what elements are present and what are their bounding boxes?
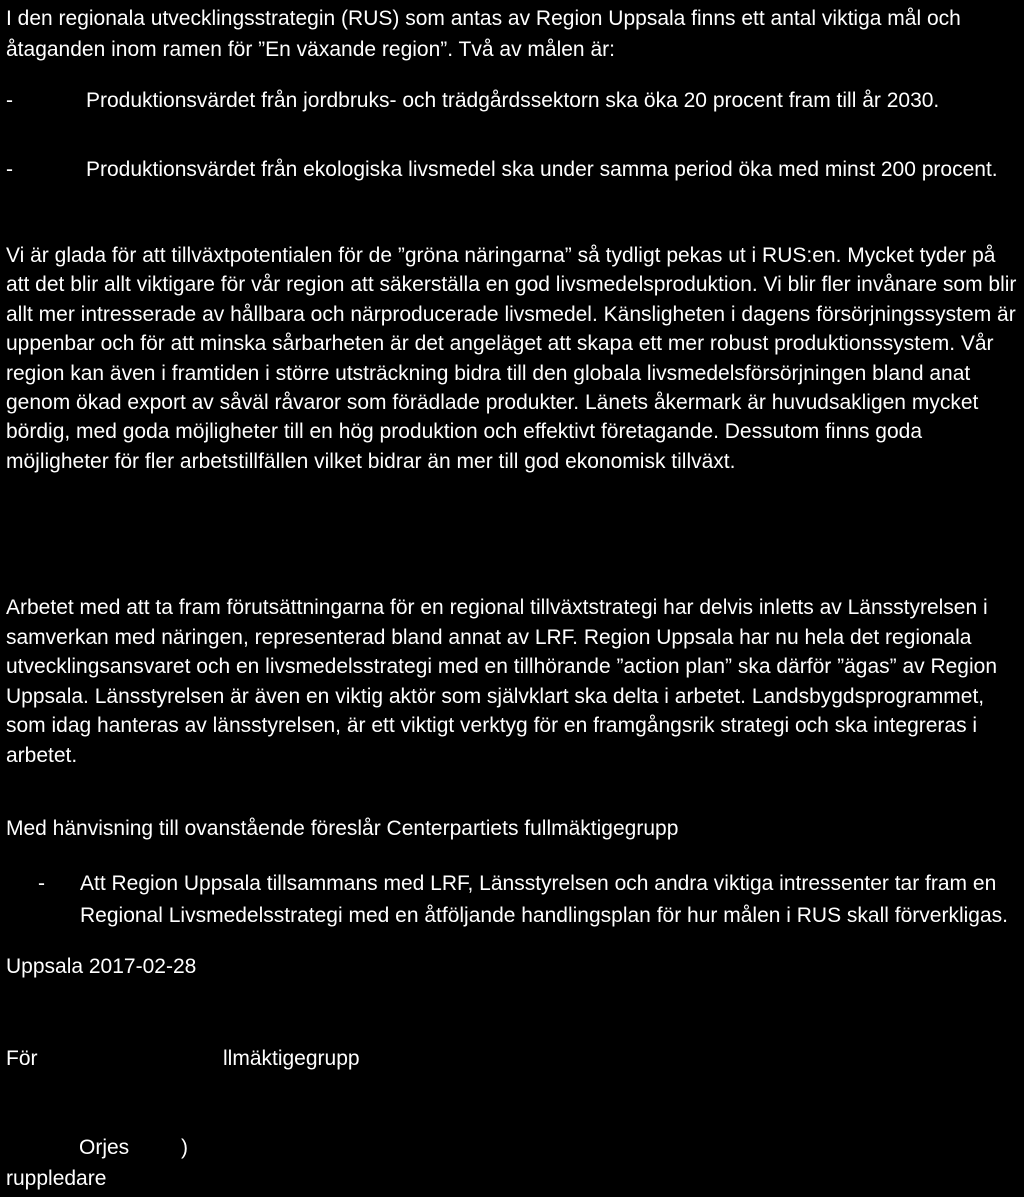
- place-date: Uppsala 2017-02-28: [6, 955, 197, 978]
- signature-line1-left: För: [6, 1047, 38, 1070]
- signature-line2-right: ): [181, 1136, 188, 1159]
- goal-dash: -: [6, 158, 13, 181]
- goal-dash: -: [6, 89, 13, 112]
- growth-paragraph: Vi är glada för att tillväxtpotentialen för de ”gröna näringarna” så tydligt pekas ut i RUS:en. Mycket tyder på att det blir allt viktigare för vår region att säkerställa en god livsmedelsproduktion. Vi blir fler invånare som blir allt mer intresserade av hållbara och närproducerade livsmedel. Känsligheten i dagens försörjningssystem är uppenbar och för att minska sårbarheten är det angeläget att skapa ett mer robust produktionssystem. Vår region kan även i framtiden i större utsträckning bidra till den globala livsmedelsförsörjningen bland anat genom ökad export av såväl råvaror som förädlade produkter. Länets åkermark är huvudsakligen mycket bördig, med goda möjligheter till en hög produktion och effektivt företagande. Dessutom finns goda möjligheter för fler arbetstillfällen vilket bidrar än mer till god ekonomisk tillväxt.: [6, 244, 1017, 473]
- intro-paragraph: I den regionala utvecklingsstrategin (RUS) som antas av Region Uppsala finns ett antal viktiga mål och åtaganden inom ramen för ”En växande region”. Två av målen är:: [6, 7, 961, 61]
- goal-text: Produktionsvärdet från ekologiska livsmedel ska under samma period öka med minst 200 procent.: [86, 158, 998, 181]
- proposal-dash: -: [38, 872, 45, 895]
- work-paragraph: Arbetet med att ta fram förutsättningarna för en regional tillväxtstrategi har delvis inletts av Länsstyrelsen i samverkan med näringen, representerad bland annat av LRF. Region Uppsala har nu hela det regionala utvecklingsansvaret och en livsmedelsstrategi med en tillhörande ”action plan” ska därför ”ägas” av Region Uppsala. Länsstyrelsen är även en viktig aktör som självklart ska delta i arbetet. Landsbygdsprogrammet, som idag hanteras av länsstyrelsen, är ett viktigt verktyg för en framgångsrik strategi och ska integreras i arbetet.: [6, 596, 998, 767]
- signature-line2-left: Orjes: [79, 1136, 130, 1159]
- reference-paragraph: Med hänvisning till ovanstående föreslår Centerpartiets fullmäktigegrupp: [6, 817, 679, 840]
- goal-text: Produktionsvärdet från jordbruks- och trädgårdssektorn ska öka 20 procent fram till år 2030.: [86, 89, 940, 112]
- proposal-text: Att Region Uppsala tillsammans med LRF, Länsstyrelsen och andra viktiga intressenter tar fram en Regional Livsmedelsstrategi med en åtföljande handlingsplan för hur målen i RUS skall förverkligas.: [80, 872, 1008, 927]
- signature-line3: ruppledare: [6, 1167, 107, 1190]
- signature-line1-right: llmäktigegrupp: [223, 1047, 360, 1070]
